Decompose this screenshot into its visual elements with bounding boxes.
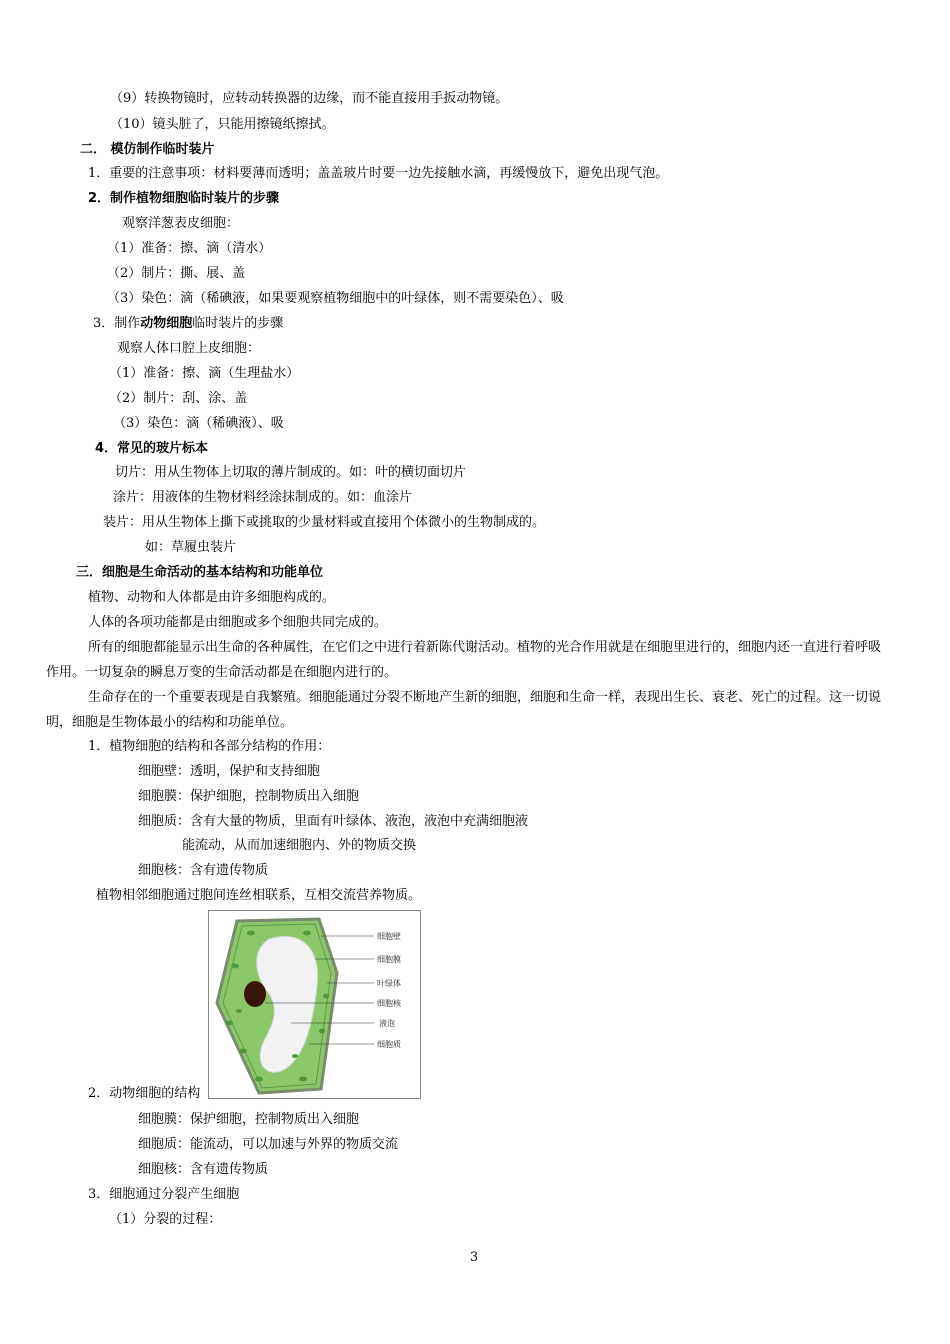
page-number: 3 xyxy=(470,1250,479,1265)
text-line: （10）镜头脏了，只能用擦镜纸擦拭。 xyxy=(110,117,335,132)
section-heading: 三．细胞是生命活动的基本结构和功能单位 xyxy=(76,565,324,580)
text-line: 植物、动物和人体都是由许多细胞构成的。 xyxy=(88,590,336,605)
label-cell-wall: 细胞壁 xyxy=(377,932,401,941)
subsection-heading: 2．制作植物细胞临时装片的步骤 xyxy=(88,191,280,206)
subsection-heading xyxy=(93,315,283,333)
text-line: 如：草履虫装片 xyxy=(145,540,237,555)
text-line: 能流动，从而加速细胞内、外的物质交换 xyxy=(182,838,417,853)
text-line: （2）制片：撕、展、盖 xyxy=(107,266,246,281)
text-line: 细胞核：含有遗传物质 xyxy=(138,863,269,878)
text-line: 1．植物细胞的结构和各部分结构的作用： xyxy=(88,739,331,754)
text-line: 装片：用从生物体上撕下或挑取的少量材料或直接用个体微小的生物制成的。 xyxy=(103,515,546,530)
label-cytoplasm: 细胞质 xyxy=(377,1040,401,1049)
text-line: （2）制片：刮、涂、盖 xyxy=(109,391,248,406)
heading-emphasis: 动物细胞 xyxy=(140,316,193,331)
label-chloroplast: 叶绿体 xyxy=(377,979,401,988)
text-line: 1．重要的注意事项：材料要薄而透明；盖盖玻片时要一边先接触水滴，再缓慢放下，避免出现气泡。 xyxy=(88,166,669,181)
text-line: 涂片：用液体的生物材料经涂抹制成的。如：血涂片 xyxy=(113,490,413,505)
text-line: 2．动物细胞的结构 xyxy=(88,1086,201,1101)
text-line: 细胞膜：保护细胞，控制物质出入细胞 xyxy=(138,1112,360,1127)
text-line: 细胞质：含有大量的物质，里面有叶绿体、液泡，液泡中充满细胞液 xyxy=(138,814,529,829)
subsection-heading: 4．常见的玻片标本 xyxy=(95,441,209,456)
text-line: （3）染色：滴（稀碘液）、吸 xyxy=(113,416,284,431)
text-line: 人体的各项功能都是由细胞或多个细胞共同完成的。 xyxy=(88,615,388,630)
text-line: （9）转换物镜时，应转动转换器的边缘，而不能直接用手扳动物镜。 xyxy=(110,91,509,106)
text-line: 3．细胞通过分裂产生细胞 xyxy=(88,1187,240,1202)
label-vacuole: 液泡 xyxy=(379,1019,395,1028)
section-heading: 二． 模仿制作临时装片 xyxy=(80,142,215,157)
text-line: 植物相邻细胞通过胞间连丝相联系，互相交流营养物质。 xyxy=(96,888,422,903)
paragraph: 生命存在的一个重要表现是自我繁殖。细胞能通过分裂不断地产生新的细胞，细胞和生命一样，表现出生长、衰老、死亡的过程。这一切说明，细胞是生物体最小的结构和功能单位。 xyxy=(46,690,882,730)
nucleus-shape xyxy=(244,981,266,1007)
text-line: 切片：用从生物体上切取的薄片制成的。如：叶的横切面切片 xyxy=(115,465,467,480)
label-nucleus: 细胞核 xyxy=(377,999,401,1008)
text-line: （3）染色：滴（稀碘液，如果要观察植物细胞中的叶绿体，则不需要染色）、吸 xyxy=(107,291,564,306)
text-line: 细胞质：能流动，可以加速与外界的物质交流 xyxy=(138,1137,399,1152)
text-line: 观察洋葱表皮细胞： xyxy=(122,216,240,231)
label-cell-membrane: 细胞膜 xyxy=(377,955,401,964)
text-line: 细胞膜：保护细胞，控制物质出入细胞 xyxy=(138,789,360,804)
text-line: 细胞壁：透明，保护和支持细胞 xyxy=(138,764,321,779)
paragraph: 所有的细胞都能显示出生命的各种属性，在它们之中进行着新陈代谢活动。植物的光合作用就是在细胞里进行的，细胞内还一直进行着呼吸作用。一切复杂的瞬息万变的生命活动都是在细胞内进行的。 xyxy=(46,640,882,680)
text-line: 观察人体口腔上皮细胞： xyxy=(117,341,261,356)
heading-suffix: 临时装片的步骤 xyxy=(192,316,284,331)
plant-cell-diagram xyxy=(209,911,420,1098)
text-line: （1）准备：擦、滴（清水） xyxy=(107,241,272,256)
text-line: 细胞核：含有遗传物质 xyxy=(138,1162,269,1177)
text-line: （1）分裂的过程： xyxy=(109,1212,222,1227)
heading-prefix: 3．制作 xyxy=(93,316,141,331)
plant-cell-figure xyxy=(208,910,421,1099)
text-line: （1）准备：擦、滴（生理盐水） xyxy=(109,366,300,381)
